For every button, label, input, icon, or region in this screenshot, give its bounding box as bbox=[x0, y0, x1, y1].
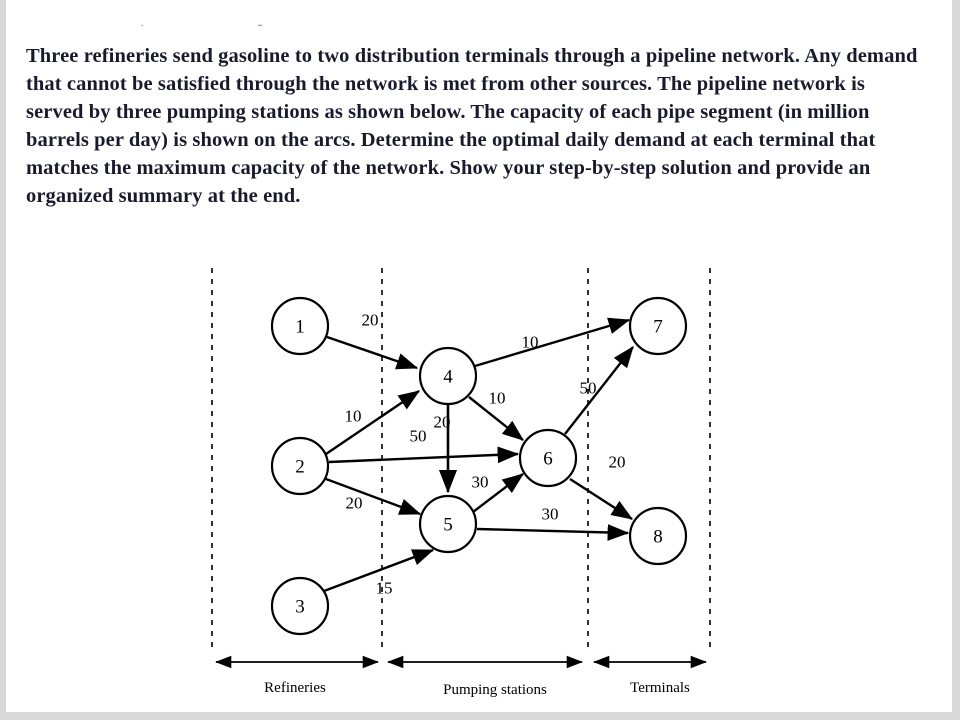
arc-1-4 bbox=[327, 337, 417, 368]
problem-statement: Three refineries send gasoline to two distribution terminals through a pipeline network. Any demand that cannot be satisfied through the network is met from other sources. The pipeline network is served by three pumping stations as shown below. The capacity of each pipe segment (in million barrels per day) is shown on the arcs. Determine the optimal daily demand at each terminal that matches the maximum capacity of the network. Show your step-by-step solution and provide an organized summary at the end. bbox=[26, 45, 918, 207]
arc-2-6 bbox=[329, 454, 518, 462]
arc-4-7 bbox=[475, 320, 629, 366]
top-mark-1: ˙ bbox=[140, 21, 145, 36]
node-5-label: 5 bbox=[443, 514, 453, 536]
arc-label-5-8: 30 bbox=[541, 504, 559, 524]
zone-label-pumping-stations: Pumping stations bbox=[443, 682, 547, 698]
node-1[interactable] bbox=[272, 298, 328, 354]
node-3[interactable] bbox=[272, 578, 328, 634]
node-6-label: 6 bbox=[543, 448, 553, 470]
node-2[interactable] bbox=[272, 438, 328, 494]
node-5[interactable] bbox=[420, 496, 476, 552]
node-7[interactable] bbox=[630, 298, 686, 354]
arc-label-4-6: 10 bbox=[488, 388, 506, 408]
top-mark-2: ˘ bbox=[258, 21, 263, 36]
arc-2-5 bbox=[326, 479, 420, 514]
arc-label-2-5: 20 bbox=[345, 493, 363, 513]
slide-left-edge bbox=[0, 0, 6, 720]
node-6[interactable] bbox=[520, 430, 576, 486]
node-1-label: 1 bbox=[295, 316, 305, 338]
node-3-label: 3 bbox=[295, 596, 305, 618]
network-diagram bbox=[170, 258, 770, 708]
arc-label-6-8: 20 bbox=[608, 452, 626, 472]
arc-5-8 bbox=[477, 529, 628, 533]
arc-label-4-5: 50 bbox=[409, 426, 427, 446]
node-8-label: 8 bbox=[653, 526, 663, 548]
arc-label-6-7: 50 bbox=[579, 378, 597, 398]
node-7-label: 7 bbox=[653, 316, 663, 338]
arc-label-4-7: 10 bbox=[521, 332, 539, 352]
slide-right-edge bbox=[952, 0, 960, 720]
node-2-label: 2 bbox=[295, 456, 305, 478]
arc-label-1-4: 20 bbox=[361, 310, 379, 330]
slide-top-edge bbox=[0, 0, 960, 4]
zone-label-terminals: Terminals bbox=[630, 680, 690, 696]
node-4-label: 4 bbox=[443, 366, 453, 388]
node-4[interactable] bbox=[420, 348, 476, 404]
slide-bottom-edge bbox=[0, 712, 960, 720]
arc-label-2-4: 10 bbox=[344, 406, 362, 426]
zone-label-refineries: Refineries bbox=[264, 680, 326, 696]
arc-2-4 bbox=[326, 391, 419, 454]
arc-label-2-6: 20 bbox=[433, 412, 451, 432]
node-8[interactable] bbox=[630, 508, 686, 564]
arc-label-5-6: 30 bbox=[471, 472, 489, 492]
top-stray-marks bbox=[140, 22, 540, 36]
arc-label-3-5: 15 bbox=[375, 578, 393, 598]
arc-6-8 bbox=[570, 479, 632, 519]
arc-6-7 bbox=[565, 347, 633, 434]
